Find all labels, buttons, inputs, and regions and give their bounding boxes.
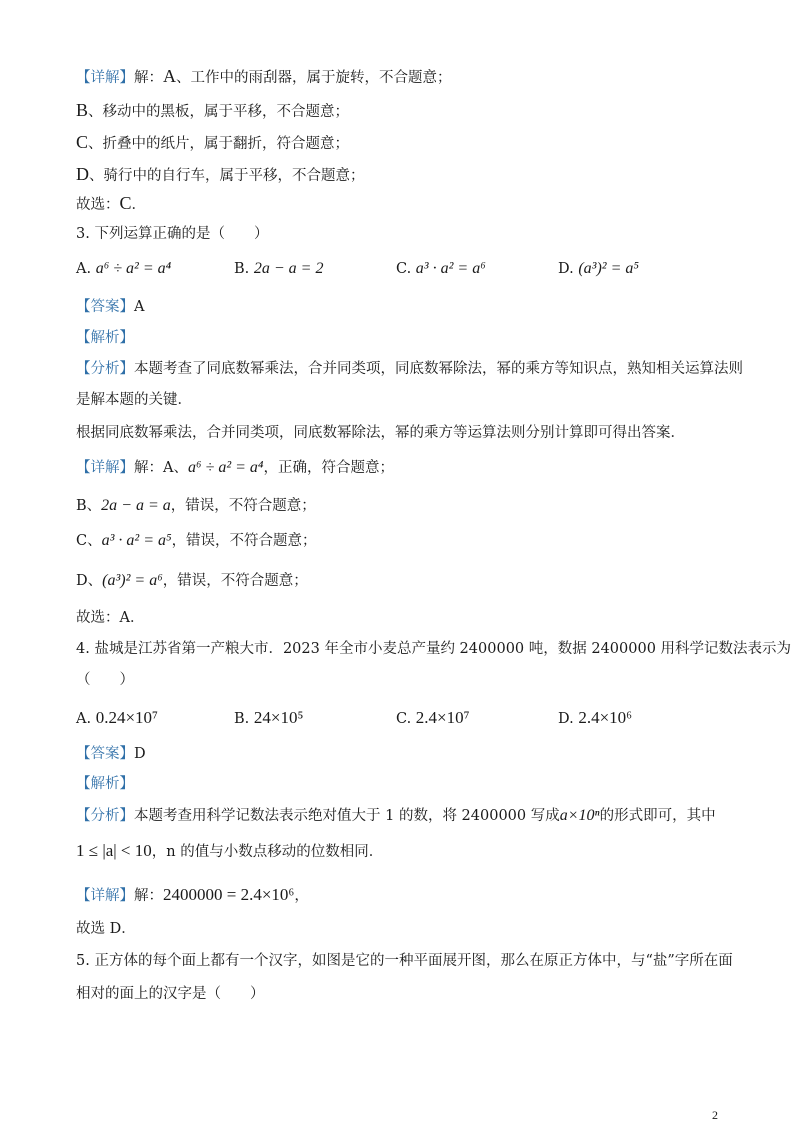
q3-stem: 3. 下列运算正确的是（ ） — [76, 226, 269, 242]
q3-detail-c: C、a³ · a² = a⁵，错误，不符合题意； — [76, 532, 317, 549]
q3-choice: 故选：A． — [76, 610, 145, 626]
q3-answer: 【答案】A — [76, 299, 145, 315]
q3-fenxi-line2: 是解本题的关键． — [76, 392, 192, 408]
q4-option-d: D. 2.4×10⁶ — [558, 708, 633, 727]
page-number: 2 — [712, 1108, 718, 1122]
q4-stem-line1: 4. 盐城是江苏省第一产粮大市．2023 年全市小麦总产量约 2400000 吨，数据 2400000 用科学记数法表示为 — [76, 641, 792, 657]
q4-fenxi-line2: 1 ≤ |a| < 10，n 的值与小数点移动的位数相同． — [76, 841, 384, 860]
q3-option-b: B. 2a − a = 2 — [234, 260, 324, 277]
q3-analysis-tag: 【解析】 — [76, 330, 134, 346]
q4-choice: 故选 D． — [76, 921, 136, 937]
q4-answer: 【答案】D — [76, 746, 146, 762]
q3-option-a: A. a⁶ ÷ a² = a⁴ — [76, 260, 172, 277]
q4-option-c: C. 2.4×10⁷ — [396, 708, 470, 727]
q3-detail-d: D、(a³)² = a⁶，错误，不符合题意； — [76, 572, 308, 589]
q4-stem-line2: （ ） — [76, 672, 134, 688]
q3-detail-b: B、2a − a = a，错误，不符合题意； — [76, 497, 316, 514]
q3-fenxi-line1: 【分析】本题考查了同底数幂乘法，合并同类项，同底数幂除法，幂的乘方等知识点，熟知相关运算法则 — [76, 361, 743, 377]
q4-detail: 【详解】解：2400000 = 2.4×10⁶， — [76, 885, 309, 904]
q4-option-a: A. 0.24×10⁷ — [76, 708, 158, 727]
q2-detail-line-b: B、移动中的黑板，属于平移，不合题意； — [76, 100, 350, 120]
q4-fenxi-line1: 【分析】本题考查用科学记数法表示绝对值大于 1 的数，将 2400000 写成a×10ⁿ的形式即可，其中 — [76, 807, 716, 824]
q2-choice: 故选：C． — [76, 193, 147, 213]
q3-detail-a: 【详解】解：A、a⁶ ÷ a² = a⁴，正确，符合题意； — [76, 459, 394, 476]
q4-option-b: B. 24×10⁵ — [234, 708, 304, 727]
q2-detail-line-d: D、骑行中的自行车，属于平移，不合题意； — [76, 164, 365, 184]
q2-detail-line-a: 【详解】解：A、工作中的雨刮器，属于旋转，不合题意； — [76, 66, 452, 86]
q5-stem-line2: 相对的面上的汉字是（ ） — [76, 986, 265, 1002]
q5-stem-line1: 5. 正方体的每个面上都有一个汉字，如图是它的一种平面展开图，那么在原正方体中，与“盐”字所在面 — [76, 953, 733, 969]
q3-option-c: C. a³ · a² = a⁶ — [396, 260, 486, 277]
q4-analysis-tag: 【解析】 — [76, 776, 134, 792]
detail-tag: 【详解】 — [76, 70, 134, 86]
q3-fenxi-line3: 根据同底数幂乘法，合并同类项，同底数幂除法，幂的乘方等运算法则分别计算即可得出答案． — [76, 425, 685, 441]
q2-detail-line-c: C、折叠中的纸片，属于翻折，符合题意； — [76, 132, 350, 152]
answer-tag: 【答案】 — [76, 299, 134, 315]
q3-option-d: D. (a³)² = a⁵ — [558, 260, 639, 277]
